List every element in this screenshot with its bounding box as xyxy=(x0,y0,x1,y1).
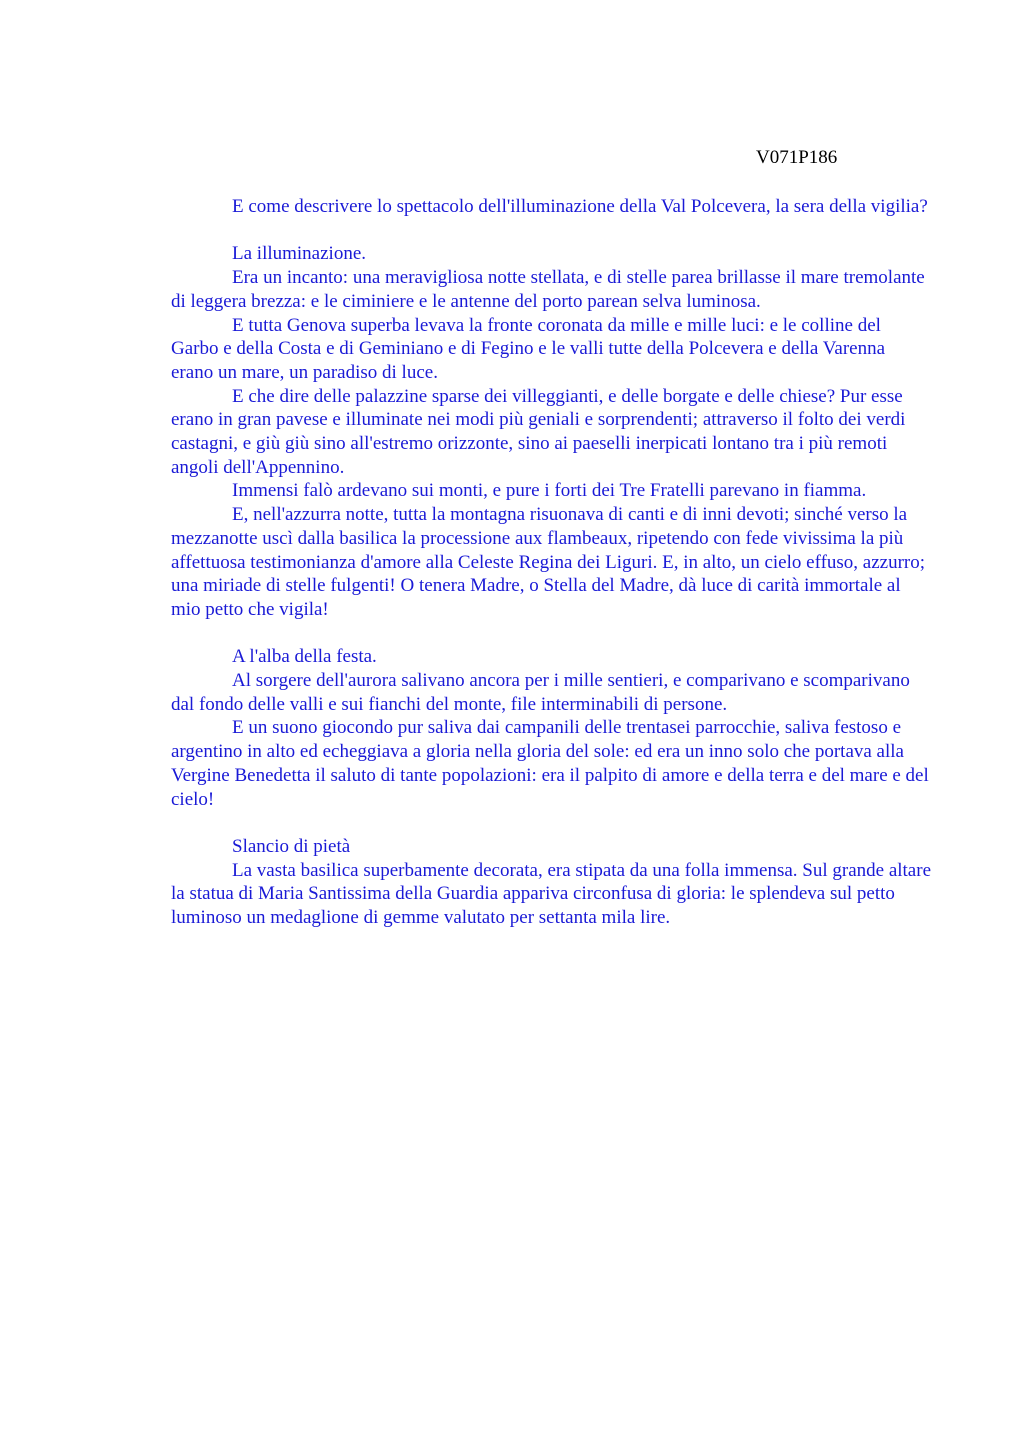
paragraph: Al sorgere dell'aurora salivano ancora per i mille sentieri, e comparivano e scomparivano dal fondo delle valli e sui fianchi del monte, file interminabili di persone. xyxy=(171,670,910,715)
section-heading-slancio: Slancio di pietà xyxy=(232,835,351,857)
section-gap xyxy=(171,219,931,243)
intro-paragraph: E come descrivere lo spettacolo dell'illuminazione della Val Polcevera, la sera della vigilia? xyxy=(232,196,928,217)
document-body xyxy=(171,195,931,930)
paragraph: E che dire delle palazzine sparse dei villeggianti, e delle borgate e delle chiese? Pur esse erano in gran pavese e illuminate nei modi più geniali e sorprendenti; attraverso il folto dei verdi castagni, e giù giù sino all'estremo orizzonte, sino ai paeselli inerpicati lontano tra i più remoti angoli dell'Appennino. xyxy=(171,385,906,478)
paragraph: Immensi falò ardevano sui monti, e pure i forti dei Tre Fratelli parevano in fiamma. xyxy=(232,480,867,502)
paragraph: E tutta Genova superba levava la fronte coronata da mille e mille luci: e le colline del Garbo e della Costa e di Geminiano e di Fegino e le valli tutte della Polcevera e della Varenna erano un mare, un paradiso di luce. xyxy=(171,314,886,383)
paragraph: Era un incanto: una meravigliosa notte stellata, e di stelle parea brillasse il mare tremolante di leggera brezza: e le ciminiere e le antenne del porto parean selva luminosa. xyxy=(171,267,925,312)
paragraph: E, nell'azzurra notte, tutta la montagna risuonava di canti e di inni devoti; sinché verso la mezzanotte uscì dalla basilica la processione aux flambeaux, ripetendo con fede vivissima la più affettuosa testimonianza d'amore alla Celeste Regina dei Liguri. E, in alto, un cielo effuso, azzurro; una miriade di stelle fulgenti! O tenera Madre, o Stella del Madre, dà luce di carità immortale al mio petto che vigila! xyxy=(171,504,926,620)
section-heading-illuminazione: La illuminazione. xyxy=(232,243,367,265)
paragraph: E un suono giocondo pur saliva dai campanili delle trentasei parrocchie, saliva festoso e argentino in alto ed echeggiava a gloria nella gloria del sole: ed era un inno solo che portava alla Vergine Benedetta il saluto di tante popolazioni: era il palpito di amore e della terra e del mare e del cielo! xyxy=(171,717,929,810)
paragraph: La vasta basilica superbamente decorata, era stipata da una folla immensa. Sul grande altare la statua di Maria Santissima della Guardia appariva circonfusa di gloria: le splendeva sul petto luminoso un medaglione di gemme valutato per settanta mila lire. xyxy=(171,859,932,929)
section-gap xyxy=(171,622,931,646)
section-heading-alba: A l'alba della festa. xyxy=(232,646,377,668)
document-id: V071P186 xyxy=(756,147,838,168)
section-gap xyxy=(171,811,931,835)
